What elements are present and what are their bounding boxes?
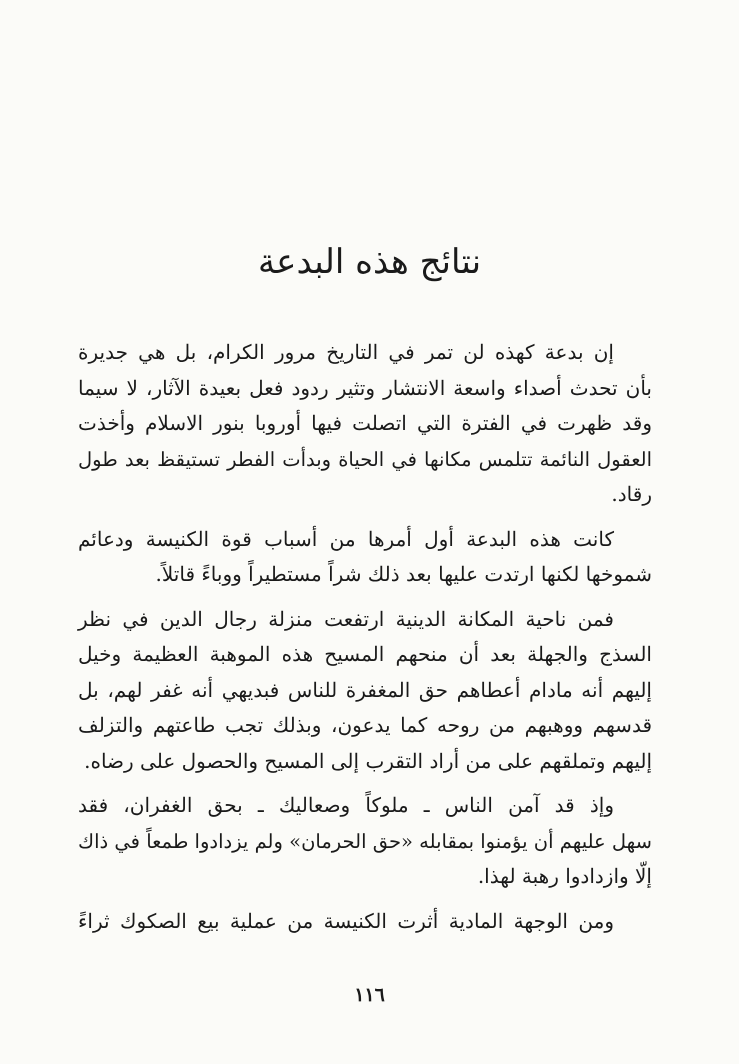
chapter-title: نتائج هذه البدعة bbox=[257, 242, 482, 282]
paragraph bbox=[78, 335, 652, 513]
text-line: إن بدعة كهذه لن تمر في التاريخ مرور الكرام، بل هي جديرة bbox=[78, 340, 614, 364]
text-line: العقول النائمة تتلمس مكانها في الحياة وبدأت الفطر تستيقظ بعد طول bbox=[78, 447, 652, 471]
body-text bbox=[78, 335, 652, 939]
text-line: وقد ظهرت في الفترة التي اتصلت فيها أوروبا بنور الاسلام وأخذت bbox=[78, 411, 652, 435]
text-line: بأن تحدث أصداء واسعة الانتشار وتثير ردود فعل بعيدة الآثار، لا سيما bbox=[78, 375, 652, 400]
text-line: فمن ناحية المكانة الدينية ارتفعت منزلة رجال الدين في نظر bbox=[78, 606, 614, 631]
text-line: قدسهم ووهبهم من روحه كما يدعون، وبذلك تجب طاعتهم والتزلف bbox=[78, 713, 652, 737]
paragraph bbox=[78, 788, 652, 895]
paragraph bbox=[78, 602, 652, 780]
text-line: ومن الوجهة المادية أثرت الكنيسة من عملية بيع الصكوك ثراءً bbox=[78, 908, 614, 933]
text-line: إلّا وازدادوا رهبة لهذا. bbox=[477, 864, 652, 888]
page-number: ١١٦ bbox=[354, 984, 385, 1006]
text-line: إليهم وتملقهم على من أراد التقرب إلى المسيح والحصول على رضاه. bbox=[84, 748, 652, 773]
text-line: سهل عليهم أن يؤمنوا بمقابله «حق الحرمان» ولم يزدادوا طمعاً في ذاك bbox=[78, 829, 652, 853]
text-line: كانت هذه البدعة أول أمرها من أسباب قوة الكنيسة ودعائم bbox=[78, 526, 614, 551]
text-line: وإذ قد آمن الناس ـ ملوكاً وصعاليك ـ بحق الغفران، فقد bbox=[78, 793, 614, 817]
paragraph bbox=[78, 522, 652, 593]
paragraph bbox=[78, 904, 652, 940]
text-line: رقاد. bbox=[611, 482, 652, 506]
text-line: السذج والجهلة بعد أن منحهم المسيح هذه الموهبة العظيمة وخيل bbox=[78, 642, 652, 666]
text-line: شموخها لكنها ارتدت عليها بعد ذلك شراً مستطيراً ووباءً قاتلاً. bbox=[155, 562, 652, 586]
text-line: إليهم أنه مادام أعطاهم حق المغفرة للناس فبديهي أنه غفر لهم، بل bbox=[78, 677, 652, 702]
